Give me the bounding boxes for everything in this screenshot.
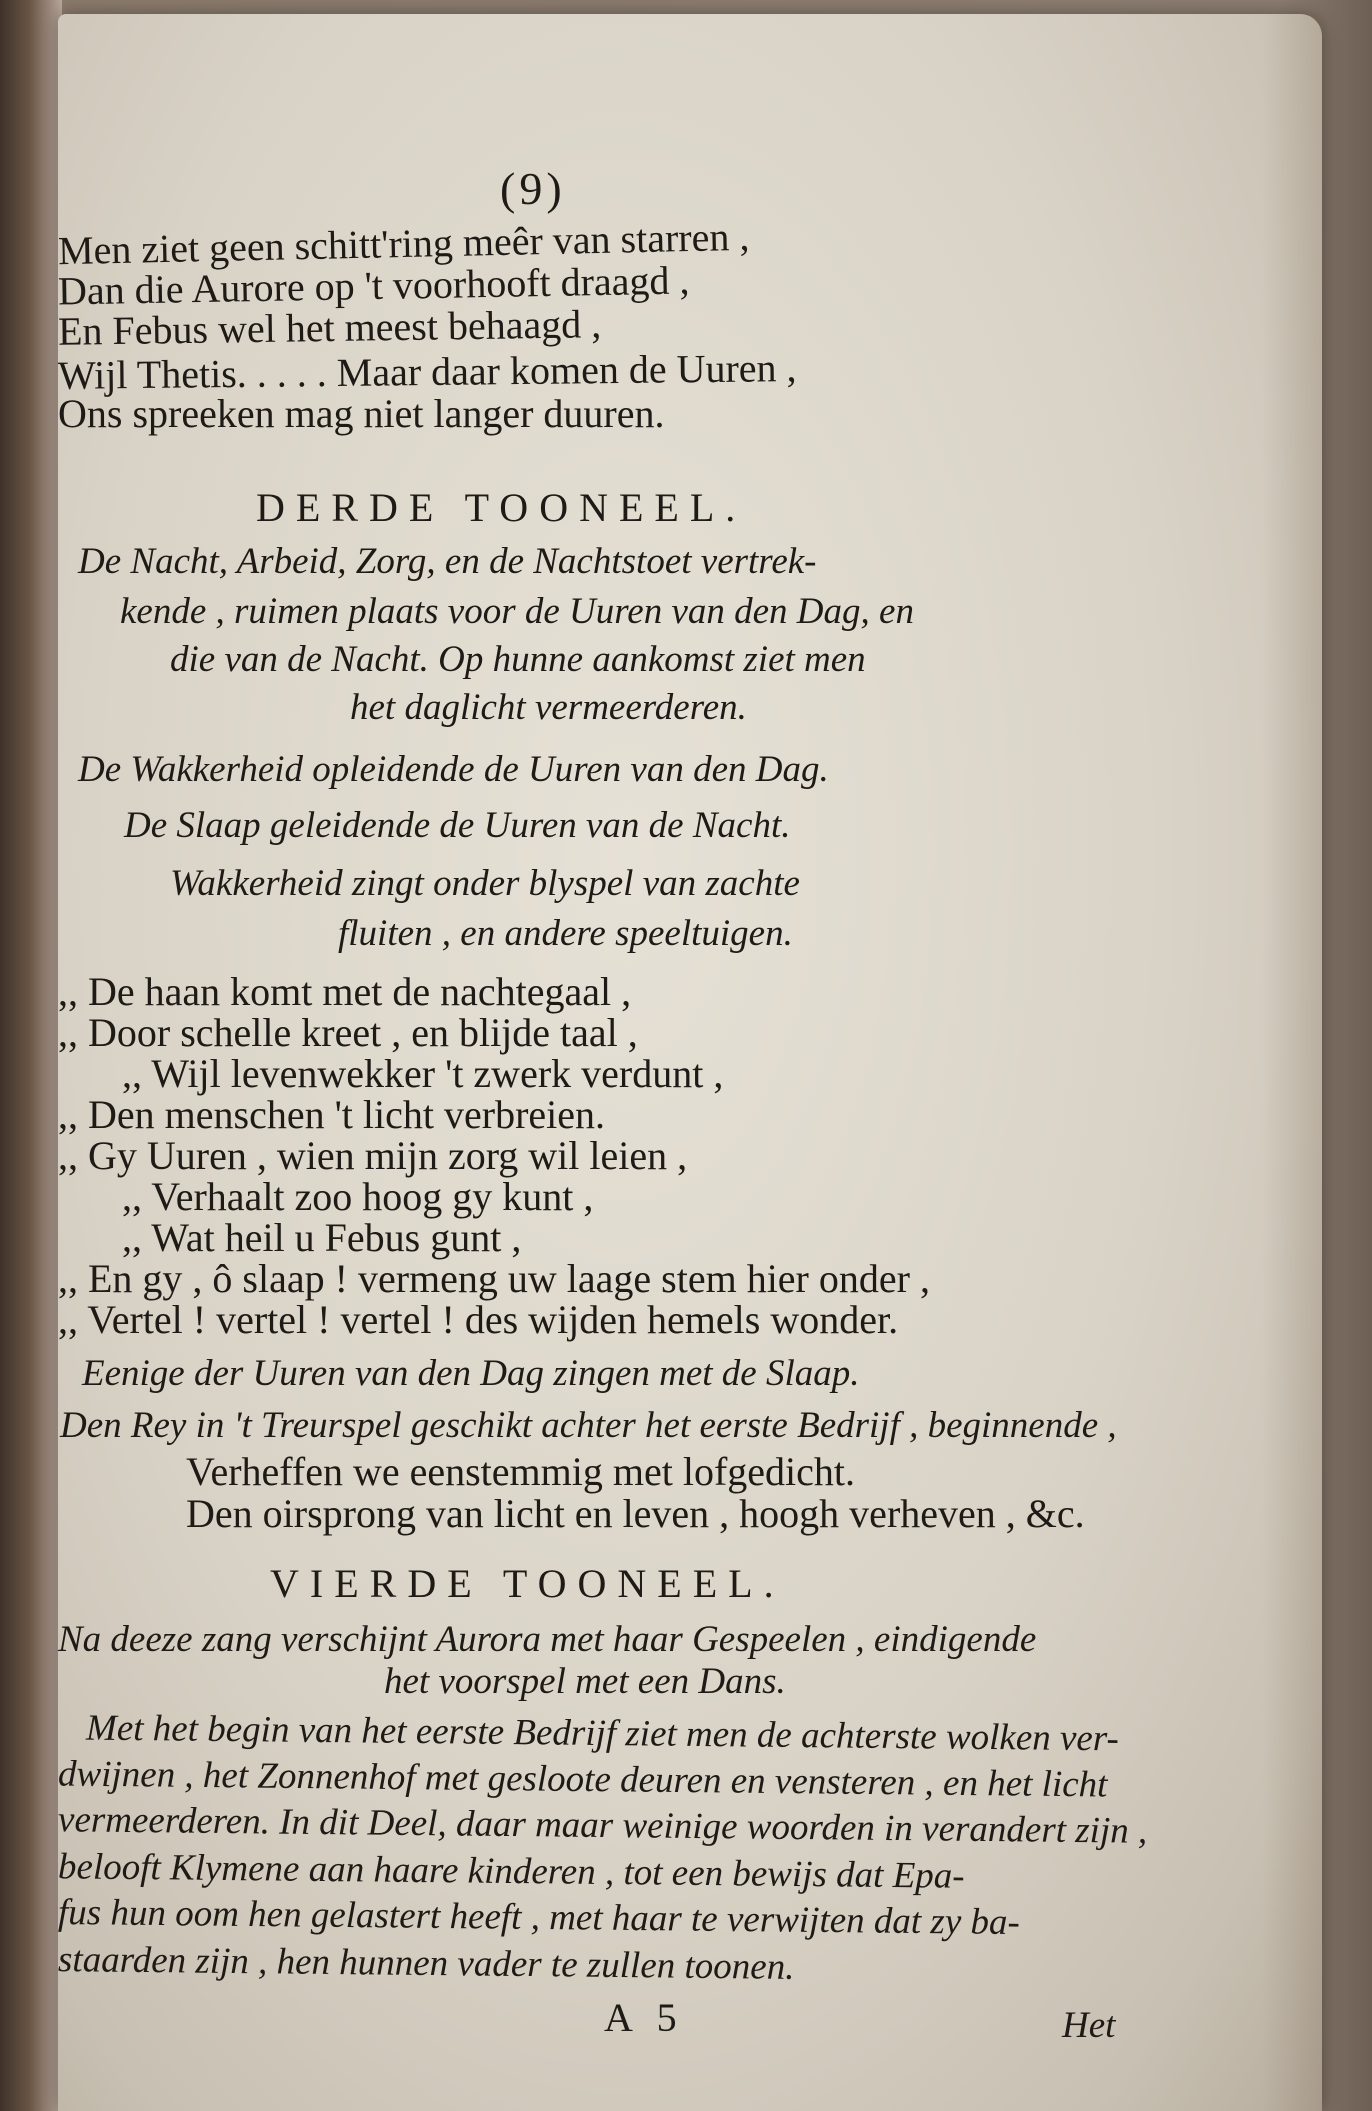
- song-line-1: ,, De haan komt met de nachtegaal ,: [58, 969, 632, 1014]
- scene-4-direction-1: Na deeze zang verschijnt Aurora met haar Gespeelen , eindigende: [58, 1619, 1037, 1660]
- song-line-3: ,, Wijl levenwekker 't zwerk verdunt ,: [122, 1051, 724, 1096]
- song-line-9: ,, Vertel ! vertel ! vertel ! des wijden hemels wonder.: [58, 1297, 899, 1342]
- scene-4-title: VIERDE TOONEEL.: [270, 1561, 785, 1606]
- final-paragraph-line-1: Met het begin van het eerste Bedrijf ziet men de achterste wolken ver-: [85, 1707, 1120, 1760]
- song-line-4: ,, Den menschen 't licht verbreien.: [58, 1092, 606, 1137]
- final-paragraph-line-4: belooft Klymene aan haare kinderen , tot een bewijs dat Epa-: [57, 1846, 965, 1897]
- entrance-night: De Slaap geleidende de Uuren van de Nacht.: [124, 805, 791, 846]
- rey-line-2: Den oirsprong van licht en leven , hoogh verheven , &c.: [186, 1491, 1085, 1536]
- show-through-ink: [958, 194, 1258, 1394]
- rey-reference: Den Rey in 't Treurspel geschikt achter het eerste Bedrijf , beginnende ,: [60, 1405, 1117, 1446]
- final-paragraph-line-3: vermeerderen. In dit Deel, daar maar weinige woorden in verandert zijn ,: [57, 1799, 1148, 1852]
- scene-3-direction-4: het daglicht vermeerderen.: [350, 687, 747, 728]
- signature-mark: A 5: [604, 1995, 685, 2040]
- book-spine-edge: [0, 0, 62, 2111]
- entrance-day: De Wakkerheid opleidende de Uuren van den Dag.: [78, 749, 829, 790]
- scene-3-title: DERDE TOONEEL.: [256, 485, 747, 530]
- song-line-5: ,, Gy Uuren , wien mijn zorg wil leien ,: [58, 1133, 688, 1178]
- song-line-8: ,, En gy , ô slaap ! vermeng uw laage stem hier onder ,: [58, 1256, 930, 1301]
- verse-line-4: Wijl Thetis. . . . . Maar daar komen de Uuren ,: [57, 345, 797, 398]
- final-paragraph-line-2: dwijnen , het Zonnenhof met gesloote deuren en vensteren , en het licht: [57, 1753, 1108, 1806]
- page-number: (9): [500, 163, 566, 214]
- final-paragraph-line-5: fus hun oom hen gelastert heeft , met haar te verwijten dat zy ba-: [57, 1891, 1021, 1944]
- song-line-2: ,, Door schelle kreet , en blijde taal ,: [58, 1010, 638, 1055]
- scene-3-direction-3: die van de Nacht. Op hunne aankomst ziet men: [170, 639, 866, 680]
- scene-3-direction-1: De Nacht, Arbeid, Zorg, en de Nachtstoet vertrek-: [78, 541, 817, 582]
- final-paragraph-line-6: staarden zijn , hen hunnen vader te zullen toonen.: [57, 1939, 795, 1988]
- book-page: [58, 14, 1322, 2111]
- scene-4-direction-2: het voorspel met een Dans.: [384, 1661, 786, 1702]
- verse-line-5: Ons spreeken mag niet langer duuren.: [58, 391, 665, 436]
- song-line-6: ,, Verhaalt zoo hoog gy kunt ,: [122, 1174, 594, 1219]
- verse-line-2: Dan die Aurore op 't voorhooft draagd ,: [57, 257, 690, 314]
- song-line-7: ,, Wat heil u Febus gunt ,: [122, 1215, 522, 1260]
- catchword: Het: [1062, 2005, 1116, 2046]
- verse-line-1: Men ziet geen schitt'ring meêr van starren ,: [57, 213, 750, 274]
- scene-3-direction-2: kende , ruimen plaats voor de Uuren van den Dag, en: [120, 591, 914, 632]
- song-direction-2: fluiten , en andere speeltuigen.: [338, 913, 793, 954]
- verse-line-3: En Febus wel het meest behaagd ,: [57, 301, 602, 354]
- chorus-direction: Eenige der Uuren van den Dag zingen met de Slaap.: [82, 1353, 860, 1394]
- song-direction-1: Wakkerheid zingt onder blyspel van zachte: [170, 863, 800, 904]
- rey-line-1: Verheffen we eenstemmig met lofgedicht.: [186, 1449, 856, 1494]
